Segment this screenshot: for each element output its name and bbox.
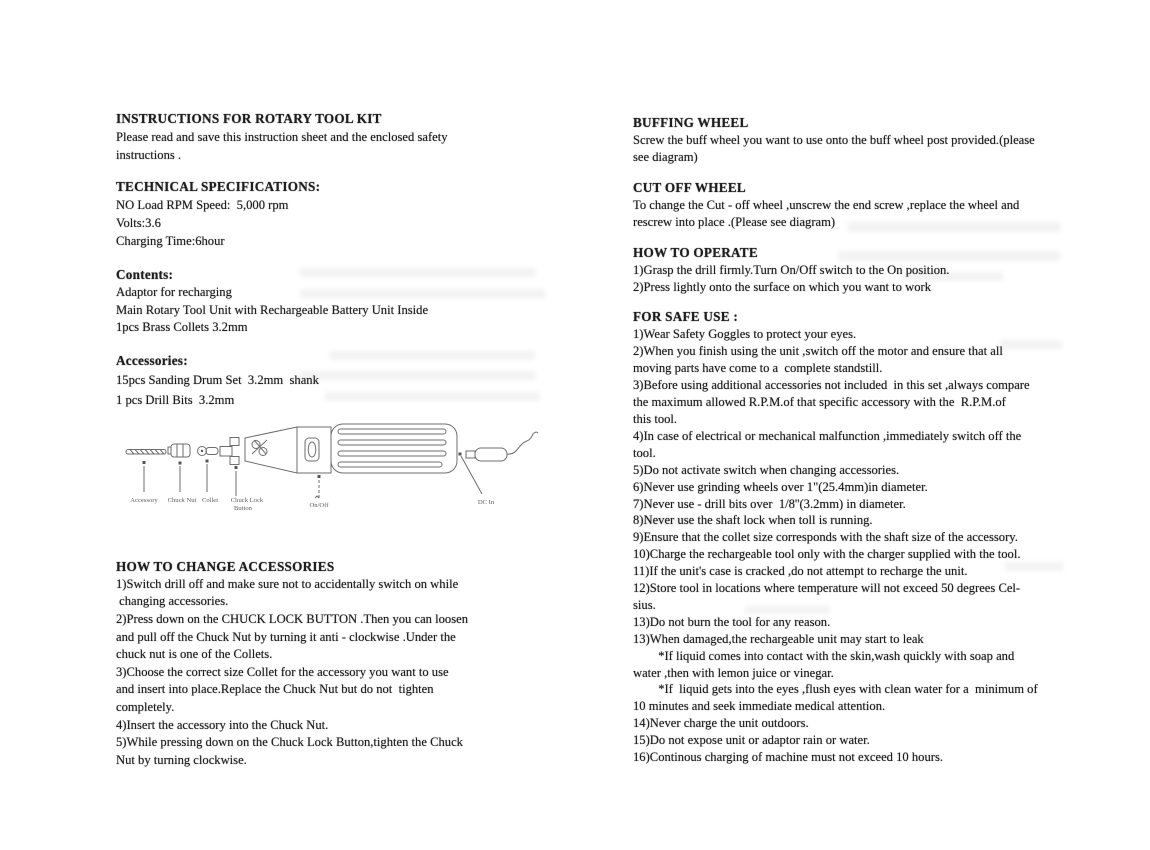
text-line: Please read and save this instruction sheet and the enclosed safety (116, 130, 448, 144)
text-line: 10)Charge the rechargeable tool only with the charger supplied with the tool. (633, 547, 1021, 562)
battery-housing-drawing (331, 424, 457, 473)
text-line: 6)Never use grinding wheels over 1"(25.4mm)in diameter. (633, 479, 928, 494)
text-line: 4)In case of electrical or mechanical malfunction ,immediately switch off the (633, 428, 1022, 443)
dc-plug-drawing (466, 432, 538, 461)
diagram-label-chuck-lock: Chuck Lock (230, 496, 264, 504)
section-heading-buffing-wheel: BUFFING WHEEL (633, 115, 749, 130)
intro-paragraph (116, 128, 596, 164)
section-heading-how-to-change-accessories: HOW TO CHANGE ACCESSORIES (116, 558, 335, 574)
text-line: 15pcs Sanding Drum Set 3.2mm shank (116, 372, 319, 387)
text-line: 15)Do not expose unit or adaptor rain or water. (633, 733, 870, 748)
chuck-nut-drawing (168, 444, 190, 457)
text-line: 2)Press lightly onto the surface on which you want to work (633, 280, 932, 295)
text-line: NO Load RPM Speed: 5,000 rpm (116, 198, 289, 212)
text-line: *If liquid gets into the eyes ,flush eyes with clean water for a minimum of (633, 682, 1038, 697)
text-line: sius. (633, 597, 656, 612)
text-line: To change the Cut - off wheel ,unscrew the end screw ,replace the wheel and (633, 197, 1020, 212)
left-column (116, 110, 596, 769)
text-line: 13)Do not burn the tool for any reason. (633, 614, 831, 629)
text-line: water ,then with lemon juice or vinegar. (633, 665, 834, 680)
text-line: *If liquid comes into contact with the skin,wash quickly with soap and (633, 648, 1015, 663)
text-line: 4)Insert the accessory into the Chuck Nut. (116, 717, 329, 732)
text-line: moving parts have come to a complete standstill. (633, 361, 883, 376)
section-heading-cut-off-wheel: CUT OFF WHEEL (633, 179, 746, 195)
buffing-wheel-paragraph (633, 132, 1113, 167)
technical-specifications-list (116, 196, 596, 250)
text-line: rescrew into place .(Please see diagram) (633, 215, 836, 230)
text-line: completely. (116, 699, 175, 714)
diagram-label-on-off: On/Off (309, 501, 329, 509)
text-line: instructions . (116, 148, 182, 162)
accessories-list (116, 370, 596, 410)
collet-drawing (198, 446, 219, 455)
text-line: 2)Press down on the CHUCK LOCK BUTTON .Then you can loosen (116, 611, 469, 626)
text-line: Adaptor for recharging (116, 285, 232, 299)
text-line: Main Rotary Tool Unit with Rechargeable Battery Unit Inside (116, 302, 429, 317)
text-line: 1)Switch drill off and make sure not to accidentally switch on while (116, 576, 459, 591)
text-line: 10 minutes and seek immediate medical attention. (633, 699, 886, 714)
rotary-tool-diagram (116, 418, 576, 532)
text-line: and insert into place.Replace the Chuck Nut but do not tighten (116, 682, 434, 697)
text-line: 8)Never use the shaft lock when toll is running. (633, 513, 873, 528)
text-line: 14)Never charge the unit outdoors. (633, 716, 809, 731)
shaft-lock-pins-drawing (220, 437, 239, 464)
text-line: the maximum allowed R.P.M.of that specific accessory with the R.P.M.of (633, 395, 1006, 410)
section-heading-how-to-operate: HOW TO OPERATE (633, 244, 758, 260)
for-safe-use-list (633, 326, 1113, 766)
text-line: this tool. (633, 411, 678, 426)
text-line: 2)When you finish using the unit ,switch off the motor and ensure that all (633, 344, 1003, 359)
contents-list (116, 284, 596, 337)
text-line: 1)Wear Safety Goggles to protect your eyes. (633, 327, 857, 342)
cut-off-wheel-paragraph (633, 197, 1113, 232)
text-line: 3)Before using additional accessories not included in this set ,always compare (633, 378, 1030, 393)
diagram-label-collet: Collet (201, 496, 219, 504)
text-line: 16)Continous charging of machine must not exceed 10 hours. (633, 750, 944, 765)
text-line: Volts:3.6 (116, 216, 161, 230)
text-line: 5)While pressing down on the Chuck Lock Button,tighten the Chuck (116, 735, 463, 750)
text-line: 1)Grasp the drill firmly.Turn On/Off switch to the On position. (633, 262, 950, 277)
section-heading-for-safe-use: FOR SAFE USE : (633, 309, 738, 325)
text-line: 9)Ensure that the collet size corresponds with the shaft size of the accessory. (633, 530, 1018, 545)
text-line: and pull off the Chuck Nut by turning it anti - clockwise .Under the (116, 629, 456, 644)
on-off-switch-drawing (305, 438, 319, 461)
right-column (633, 114, 1113, 766)
section-heading-technical-specifications: TECHNICAL SPECIFICATIONS: (116, 179, 321, 194)
text-line: 11)If the unit's case is cracked ,do not attempt to recharge the unit. (633, 564, 968, 579)
text-line: 1pcs Brass Collets 3.2mm (116, 320, 248, 335)
diagram-pointer-lines (143, 452, 483, 498)
nose-cone-drawing (245, 427, 297, 473)
diagram-label-chuck-nut: Chuck Nut (167, 496, 197, 504)
motor-body-drawing (297, 427, 331, 473)
text-line: Screw the buff wheel you want to use onto the buff wheel post provided.(please (633, 133, 1035, 147)
text-line: changing accessories. (116, 594, 229, 609)
text-line: 7)Never use - drill bits over 1/8''(3.2mm) in diameter. (633, 496, 906, 511)
text-line: see diagram) (633, 150, 698, 165)
section-heading-contents: Contents: (116, 267, 174, 282)
text-line: 13)When damaged,the rechargeable unit may start to leak (633, 631, 924, 646)
text-line: 3)Choose the correct size Collet for the accessory you want to use (116, 664, 449, 679)
text-line: chuck nut is one of the Collets. (116, 647, 273, 662)
diagram-label-dc-in: DC In (477, 498, 495, 506)
accessory-bit-drawing (126, 449, 166, 454)
diagram-label-chuck-lock-button: Button (234, 504, 252, 512)
diagram-label-accessory: Accessory (130, 496, 158, 504)
text-line: tool. (633, 445, 656, 460)
text-line: 1 pcs Drill Bits 3.2mm (116, 392, 235, 407)
page-title: INSTRUCTIONS FOR ROTARY TOOL KIT (116, 111, 382, 126)
text-line: 12)Store tool in locations where temperature will not exceed 50 degrees Cel- (633, 581, 1021, 596)
text-line: 5)Do not activate switch when changing accessories. (633, 462, 900, 477)
how-to-change-accessories-list (116, 576, 596, 770)
section-heading-accessories: Accessories: (116, 352, 188, 368)
how-to-operate-list (633, 262, 1113, 297)
text-line: Charging Time:6hour (116, 234, 225, 248)
text-line: Nut by turning clockwise. (116, 752, 247, 767)
